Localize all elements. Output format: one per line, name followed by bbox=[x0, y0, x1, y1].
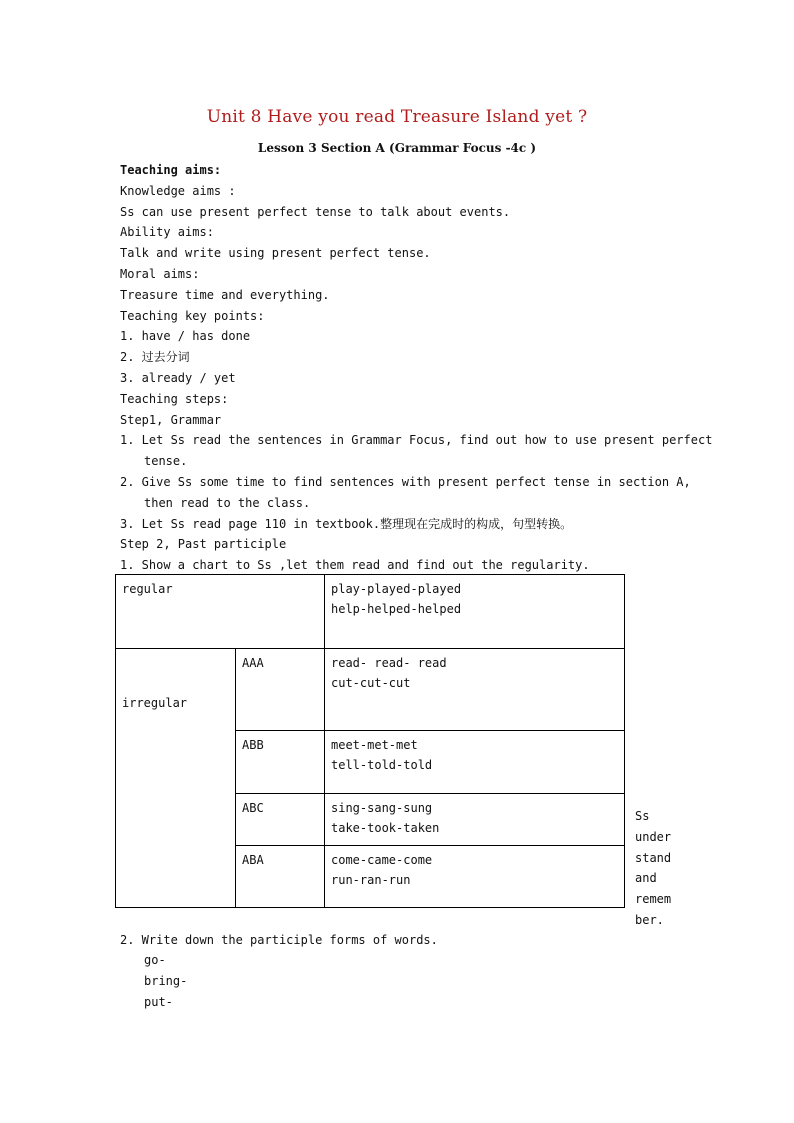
example: read- read- read bbox=[331, 656, 447, 670]
regular-label: regular bbox=[116, 575, 325, 649]
example: come-came-come bbox=[331, 853, 433, 867]
teaching-steps-label: Teaching steps: bbox=[120, 392, 229, 406]
example: take-took-taken bbox=[331, 821, 440, 835]
example: tell-told-told bbox=[331, 758, 433, 772]
side-note bbox=[635, 806, 671, 931]
step1-item: 2. Give Ss some time to find sentences with present perfect tense in section A, bbox=[120, 475, 691, 489]
side-note-line: remem bbox=[635, 892, 672, 907]
key-point-item: 2. 过去分词 bbox=[120, 350, 190, 364]
lesson-subtitle: Lesson 3 Section A (Grammar Focus -4c ) bbox=[257, 141, 537, 155]
pattern-cell: ABC bbox=[236, 794, 325, 846]
step2-item: 2. Write down the participle forms of words. bbox=[120, 933, 438, 947]
irregular-label: irregular bbox=[116, 649, 236, 908]
key-point-item: 3. already / yet bbox=[120, 371, 236, 385]
step1-item-cont: tense. bbox=[144, 454, 188, 468]
pattern-cell: ABA bbox=[236, 846, 325, 908]
side-note-line: under bbox=[635, 829, 672, 844]
pattern-cell: AAA bbox=[236, 649, 325, 731]
example: help-helped-helped bbox=[331, 602, 462, 616]
word-prompt: bring- bbox=[144, 974, 188, 988]
moral-aims-label: Moral aims: bbox=[120, 267, 200, 281]
step1-item: 3. Let Ss read page 110 in textbook.整理现在完成时的构成，句型转换。 bbox=[120, 517, 573, 531]
knowledge-aims-label: Knowledge aims : bbox=[120, 184, 236, 198]
word-prompt: put- bbox=[144, 995, 173, 1009]
teaching-aims-heading: Teaching aims: bbox=[120, 163, 222, 177]
participle-chart bbox=[115, 574, 625, 908]
side-note-line: stand bbox=[635, 850, 672, 865]
side-note-line: ber. bbox=[635, 912, 664, 927]
moral-aims-text: Treasure time and everything. bbox=[120, 288, 330, 302]
key-points-label: Teaching key points: bbox=[120, 309, 265, 323]
page-title: Unit 8 Have you read Treasure Island yet ? bbox=[206, 107, 588, 127]
example: play-played-played bbox=[331, 582, 462, 596]
examples-cell bbox=[325, 846, 625, 908]
table-row bbox=[116, 649, 625, 731]
examples-cell bbox=[325, 731, 625, 794]
examples-cell bbox=[325, 794, 625, 846]
knowledge-aims-text: Ss can use present perfect tense to talk about events. bbox=[120, 205, 511, 219]
example: cut-cut-cut bbox=[331, 676, 411, 690]
step1-label: Step1, Grammar bbox=[120, 413, 222, 427]
examples-cell bbox=[325, 649, 625, 731]
side-note-line: Ss bbox=[635, 809, 650, 823]
example: sing-sang-sung bbox=[331, 801, 433, 815]
word-prompt: go- bbox=[144, 953, 166, 967]
ability-aims-text: Talk and write using present perfect tense. bbox=[120, 246, 431, 260]
example: run-ran-run bbox=[331, 873, 411, 887]
ability-aims-label: Ability aims: bbox=[120, 225, 214, 239]
example: meet-met-met bbox=[331, 738, 418, 752]
table-row bbox=[116, 575, 625, 649]
side-note-line: and bbox=[635, 871, 657, 886]
key-point-item: 1. have / has done bbox=[120, 329, 251, 343]
regular-examples bbox=[325, 575, 625, 649]
pattern-cell: ABB bbox=[236, 731, 325, 794]
step1-item: 1. Let Ss read the sentences in Grammar Focus, find out how to use present perfect bbox=[120, 433, 713, 447]
step2-label: Step 2, Past participle bbox=[120, 537, 287, 551]
step1-item-cont: then read to the class. bbox=[144, 496, 311, 510]
step2-item: 1. Show a chart to Ss ,let them read and find out the regularity. bbox=[120, 558, 590, 572]
